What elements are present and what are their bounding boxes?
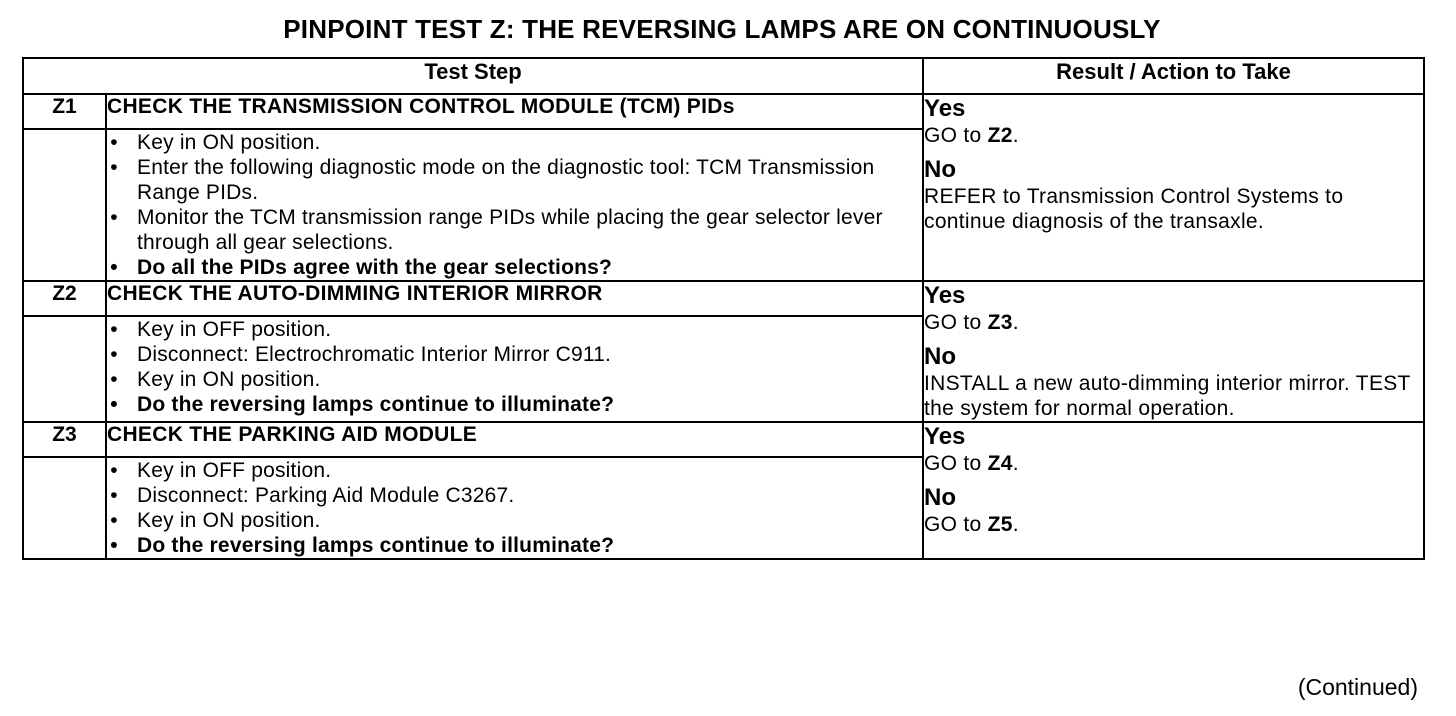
step-title: CHECK THE AUTO-DIMMING INTERIOR MIRROR: [106, 281, 923, 316]
pinpoint-test-table: [22, 57, 1425, 560]
step-question: • Do all the PIDs agree with the gear selections?: [107, 255, 922, 280]
no-label: No: [924, 484, 957, 511]
bullet-icon: •: [110, 206, 118, 229]
step-title-row: [23, 422, 1424, 457]
no-label: No: [924, 343, 957, 370]
bullet-icon: •: [110, 343, 118, 366]
step-body: [106, 316, 923, 422]
no-label: No: [924, 156, 957, 183]
step-title: CHECK THE PARKING AID MODULE: [106, 422, 923, 457]
step-title-row: [23, 281, 1424, 316]
bullet-icon: •: [110, 368, 118, 391]
bullet-icon: •: [110, 131, 118, 154]
bullet-icon: •: [110, 156, 118, 179]
step-id-spacer: [23, 316, 106, 422]
step-bullet: • Disconnect: Parking Aid Module C3267.: [107, 483, 922, 508]
step-bullet: • Disconnect: Electrochromatic Interior Mirror C911.: [107, 342, 922, 367]
yes-label: Yes: [924, 423, 966, 450]
yes-label: Yes: [924, 282, 966, 309]
step-id: Z2: [23, 281, 106, 316]
no-action: INSTALL a new auto-dimming interior mirror. TEST the system for normal operation.: [924, 372, 1411, 420]
step-result: [923, 422, 1424, 559]
yes-target-link: Z3: [987, 311, 1013, 334]
step-body: [106, 129, 923, 281]
bullet-icon: •: [110, 256, 118, 279]
yes-action: GO to Z4.: [924, 452, 1019, 475]
bullet-icon: •: [110, 509, 118, 532]
step-bullet: • Key in OFF position.: [107, 458, 922, 483]
yes-action: GO to Z2.: [924, 124, 1019, 147]
page-title: PINPOINT TEST Z: THE REVERSING LAMPS ARE ON CONTINUOUSLY: [283, 14, 1161, 44]
step-id: Z3: [23, 422, 106, 457]
step-bullet: • Key in OFF position.: [107, 317, 922, 342]
step-title: CHECK THE TRANSMISSION CONTROL MODULE (TCM) PIDs: [106, 94, 923, 129]
yes-label: Yes: [924, 95, 966, 122]
yes-action: GO to Z3.: [924, 311, 1019, 334]
test-step-header: Test Step: [23, 58, 923, 94]
step-question: • Do the reversing lamps continue to illuminate?: [107, 533, 922, 558]
no-action: REFER to Transmission Control Systems to continue diagnosis of the transaxle.: [924, 185, 1344, 233]
bullet-icon: •: [110, 484, 118, 507]
yes-target-link: Z2: [987, 124, 1013, 147]
step-bullet: • Key in ON position.: [107, 367, 922, 392]
step-id-spacer: [23, 129, 106, 281]
bullet-icon: •: [110, 459, 118, 482]
step-bullet: • Monitor the TCM transmission range PIDs while placing the gear selector lever through all gear selections.: [107, 205, 922, 255]
step-id-spacer: [23, 457, 106, 559]
no-target-link: Z5: [987, 513, 1013, 536]
step-body: [106, 457, 923, 559]
table-header-row: [23, 58, 1424, 94]
step-result: [923, 281, 1424, 422]
no-action: GO to Z5.: [924, 513, 1019, 536]
step-result: [923, 94, 1424, 281]
step-bullet: • Enter the following diagnostic mode on the diagnostic tool: TCM Transmission Range PIDs.: [107, 155, 922, 205]
step-id: Z1: [23, 94, 106, 129]
bullet-icon: •: [110, 534, 118, 557]
bullet-icon: •: [110, 318, 118, 341]
step-bullet: • Key in ON position.: [107, 130, 922, 155]
step-question: • Do the reversing lamps continue to illuminate?: [107, 392, 922, 417]
yes-target-link: Z4: [987, 452, 1013, 475]
step-title-row: [23, 94, 1424, 129]
bullet-icon: •: [110, 393, 118, 416]
step-bullet: • Key in ON position.: [107, 508, 922, 533]
continued-note: (Continued): [1297, 674, 1418, 700]
result-action-header: Result / Action to Take: [923, 58, 1424, 94]
